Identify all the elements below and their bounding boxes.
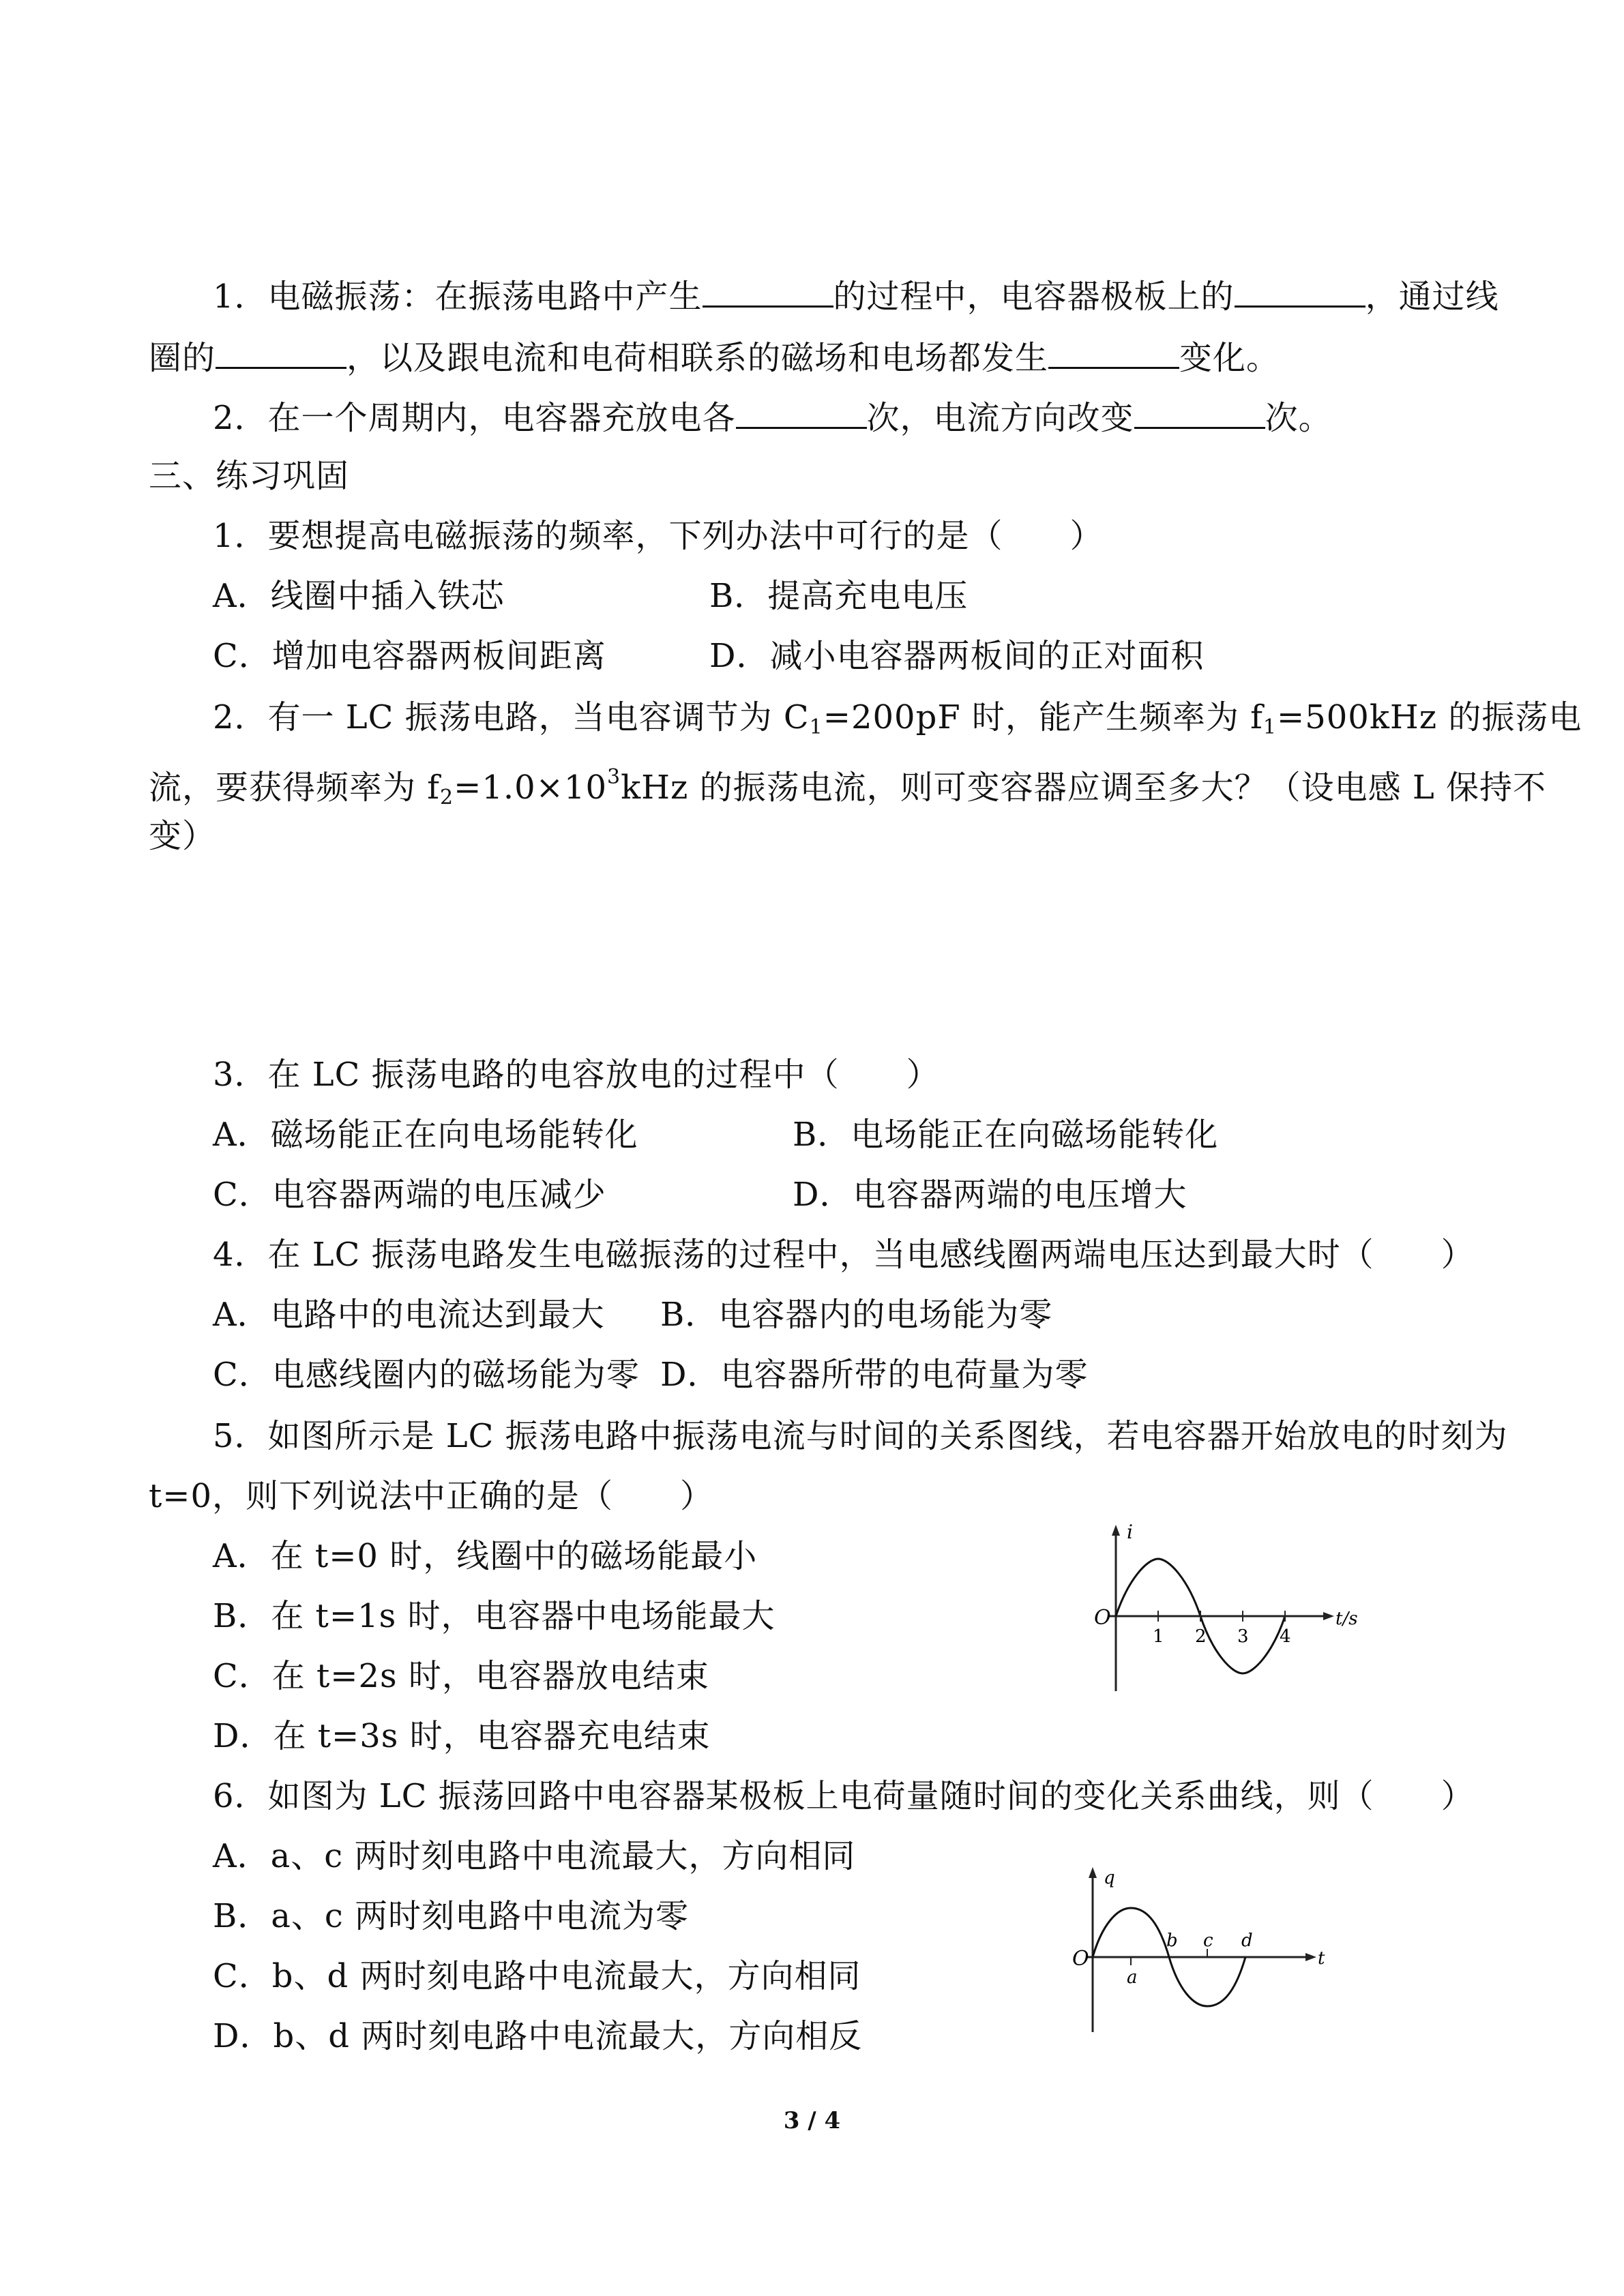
tick-label-2: 2 [1195,1626,1207,1647]
q1-option-c: C．增加电容器两板间距离 [213,637,606,675]
summary-q1-text-2: 的过程中，电容器极板上的 [833,278,1235,316]
tick-label-4: 4 [1280,1626,1291,1647]
q5-graph-svg [1084,1521,1385,1698]
summary-q1-line2 [149,336,1280,378]
q2-line2 [149,757,1546,818]
point-label-d: d [1241,1930,1253,1951]
q5-option-a: A．在 t=0 时，线圈中的磁场能最小 [213,1537,758,1575]
q6-option-a: A．a、c 两时刻电路中电流最大，方向相同 [213,1837,856,1875]
q1-option-a: A．线圈中插入铁芯 [213,577,505,615]
q3-option-a: A．磁场能正在向电场能转化 [213,1116,638,1154]
answer-blank [1235,274,1365,308]
q5-stem-line1: 5．如图所示是 LC 振荡电路中振荡电流与时间的关系图线，若电容器开始放电的时刻为 [213,1417,1508,1455]
point-label-c: c [1203,1930,1213,1951]
q5-stem-line2: t=0，则下列说法中正确的是（ ） [149,1477,714,1515]
summary-q1-line1 [213,274,1499,317]
summary-q1-text-6: 变化。 [1179,339,1280,377]
summary-q1-text-4: 圈的 [149,339,216,377]
summary-q1-text-5: ，以及跟电流和电荷相联系的磁场和电场都发生 [346,339,1049,377]
q2-subscript: 1 [1263,715,1277,739]
q3-option-c: C．电容器两端的电压减少 [213,1176,606,1214]
q3-option-b: B．电场能正在向磁场能转化 [793,1116,1219,1154]
summary-q2-line [213,396,1332,438]
section-title: 三、练习巩固 [149,457,350,495]
q1-stem: 1．要想提高电磁振荡的频率，下列办法中可行的是（ ） [213,517,1104,555]
q6-graph-svg [1064,1862,1350,2039]
origin-label: O [1094,1606,1111,1630]
q6-option-d: D．b、d 两时刻电路中电流最大，方向相反 [213,2017,863,2055]
q2-text: 2．有一 LC 振荡电路，当电容调节为 C [213,698,810,736]
q2-subscript: 2 [440,786,454,809]
q1-option-d: D．减小电容器两板间的正对面积 [709,637,1205,675]
q6-charge-graph [1064,1862,1350,2042]
q5-current-graph [1084,1521,1385,1701]
summary-q2-text-1: 2．在一个周期内，电容器充放电各 [213,399,736,437]
summary-q1-text-1: 1．电磁振荡：在振荡电路中产生 [213,278,703,316]
q2-text: =500kHz 的振荡电 [1277,698,1582,736]
q2-text: =1.0×10 [454,769,607,807]
x-axis-arrow [1323,1612,1334,1620]
q4-option-d: D．电容器所带的电荷量为零 [660,1356,1089,1394]
y-axis-label: i [1127,1521,1133,1543]
summary-q2-text-2: 次，电流方向改变 [866,399,1134,437]
x-axis-label: t/s [1335,1609,1358,1629]
point-label-b: b [1166,1930,1178,1951]
q3-option-d: D．电容器两端的电压增大 [793,1176,1187,1214]
page-number: 3 / 4 [783,2107,841,2134]
x-axis-label: t [1318,1948,1325,1969]
answer-blank [703,274,833,308]
answer-blank [216,336,346,369]
q2-line1 [213,697,1582,748]
y-axis-arrow [1089,1867,1097,1878]
answer-blank [1134,396,1265,429]
summary-q1-text-3: ，通过线 [1365,278,1499,316]
q2-text: =200pF 时，能产生频率为 f [823,698,1263,736]
point-label-a: a [1127,1967,1138,1988]
origin-label: O [1072,1947,1089,1971]
q6-stem: 6．如图为 LC 振荡回路中电容器某极板上电荷量随时间的变化关系曲线，则（ ） [213,1777,1475,1815]
q4-option-a: A．电路中的电流达到最大 [213,1296,605,1334]
q2-subscript: 1 [809,715,823,739]
q3-stem: 3．在 LC 振荡电路的电容放电的过程中（ ） [213,1056,940,1094]
q6-option-b: B．a、c 两时刻电路中电流为零 [213,1897,690,1935]
q5-option-b: B．在 t=1s 时，电容器中电场能最大 [213,1597,776,1635]
q4-option-c: C．电感线圈内的磁场能为零 [213,1356,640,1394]
q5-option-c: C．在 t=2s 时，电容器放电结束 [213,1657,709,1695]
q1-option-b: B．提高充电电压 [709,577,969,615]
y-axis-arrow [1112,1525,1120,1536]
q5-option-d: D．在 t=3s 时，电容器充电结束 [213,1717,711,1755]
answer-blank [736,396,867,429]
q4-option-b: B．电容器内的电场能为零 [660,1296,1053,1334]
tick-label-1: 1 [1153,1626,1164,1647]
q2-text: kHz 的振荡电流，则可变容器应调至多大？（设电感 L 保持不 [621,769,1546,807]
x-axis-arrow [1305,1953,1316,1961]
q2-line3: 变） [149,817,216,855]
q4-stem: 4．在 LC 振荡电路发生电磁振荡的过程中，当电感线圈两端电压达到最大时（ ） [213,1236,1475,1274]
q2-superscript: 3 [606,765,621,789]
answer-blank [1048,336,1179,369]
q6-option-c: C．b、d 两时刻电路中电流最大，方向相同 [213,1957,861,1995]
q2-text: 流，要获得频率为 f [149,769,441,807]
tick-label-3: 3 [1237,1626,1249,1647]
y-axis-label: q [1104,1868,1115,1888]
summary-q2-text-3: 次。 [1265,399,1332,437]
